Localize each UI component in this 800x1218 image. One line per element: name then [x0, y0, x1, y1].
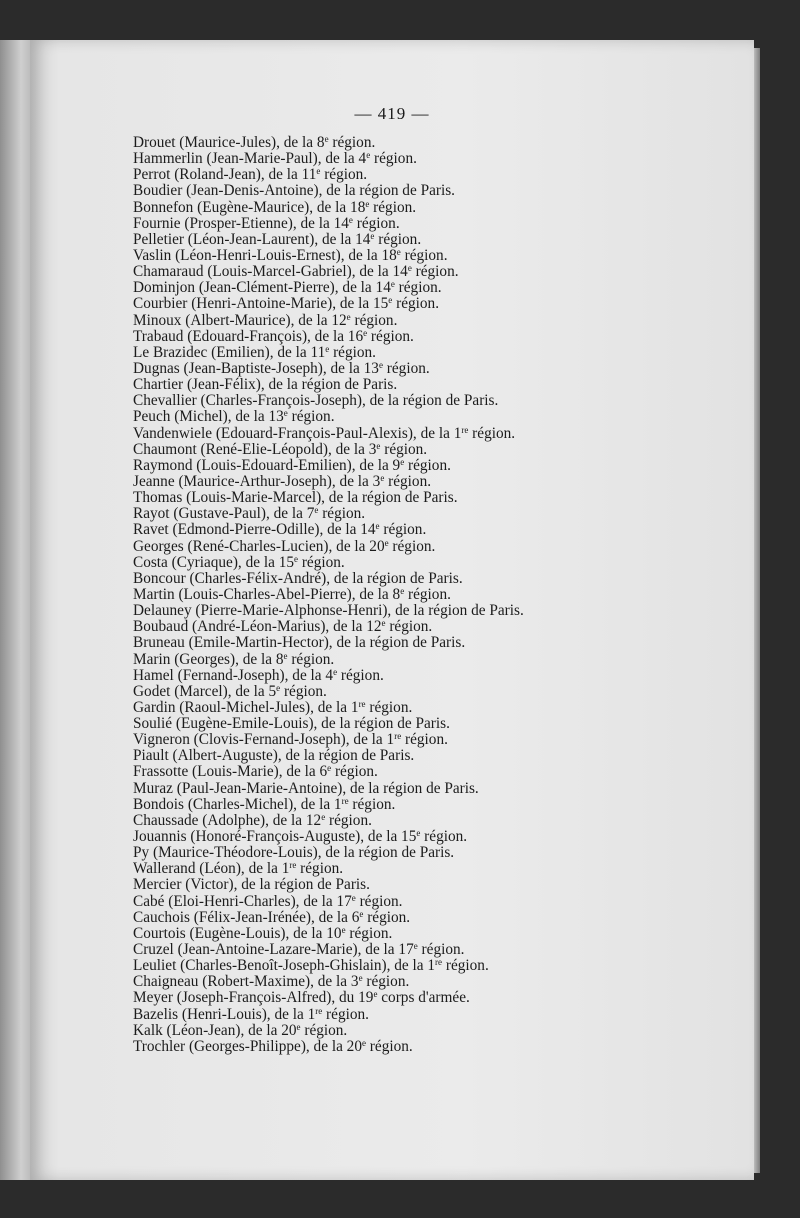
entry-tail: région.: [417, 941, 465, 959]
entry-tail: région.: [369, 198, 417, 216]
list-item: [133, 200, 733, 216]
entry-text: Drouet (Maurice-Jules), de la 8: [133, 134, 325, 151]
entry-text: Leuliet (Charles-Benoît-Joseph-Ghislain), de la 1: [133, 957, 436, 975]
book-page: [30, 40, 754, 1180]
ordinal-suffix: e: [380, 472, 385, 483]
entry-text: Rayot (Gustave-Paul), de la 7: [133, 505, 315, 523]
entry-tail: région.: [380, 440, 428, 458]
list-item: [133, 409, 733, 425]
list-item: [133, 748, 733, 764]
entry-text: Ravet (Edmond-Pierre-Odille), de la 14: [133, 521, 376, 539]
entry-tail: région.: [348, 795, 396, 813]
list-item: [133, 361, 733, 377]
list-item: [133, 716, 733, 732]
entry-text: Trabaud (Edouard-François), de la 16: [133, 327, 364, 345]
ordinal-suffix: e: [388, 295, 393, 306]
entry-tail: région.: [287, 650, 335, 668]
list-item: [133, 571, 733, 587]
entry-text: Dugnas (Jean-Baptiste-Joseph), de la 13: [133, 359, 379, 377]
ordinal-suffix: e: [283, 408, 288, 419]
list-item: [133, 764, 733, 780]
list-item: [133, 393, 733, 409]
entry-tail: région.: [352, 214, 400, 232]
entry-tail: région.: [322, 1005, 369, 1023]
list-item: [133, 458, 733, 474]
ordinal-suffix: e: [351, 892, 356, 903]
ordinal-suffix: e: [325, 343, 330, 354]
entry-tail: région.: [411, 263, 459, 281]
entry-text: Boncour (Charles-Félix-André), de la région de Paris.: [133, 569, 463, 587]
entry-text: Chevallier (Charles-François-Joseph), de la région de Paris.: [133, 392, 499, 410]
list-item: [133, 280, 733, 296]
list-item: [133, 603, 733, 619]
entry-tail: région.: [345, 924, 393, 942]
list-item: [133, 619, 733, 635]
entry-tail: région.: [401, 731, 448, 749]
entry-text: Py (Maurice-Théodore-Louis), de la région de Paris.: [133, 844, 455, 862]
entry-text: Trochler (Georges-Philippe), de la 20: [133, 1037, 362, 1055]
ordinal-suffix: e: [316, 166, 321, 177]
list-item: [133, 183, 733, 199]
entry-tail: région.: [442, 957, 489, 975]
name-list: [133, 135, 733, 1055]
entry-text: Meyer (Joseph-François-Alfred), du 19: [133, 989, 374, 1007]
entry-tail: région.: [374, 230, 422, 248]
entry-tail: région.: [385, 618, 433, 636]
entry-text: Bonnefon (Eugène-Maurice), de la 18: [133, 198, 366, 216]
entry-tail: région.: [363, 908, 411, 926]
entry-tail: région.: [325, 811, 372, 829]
list-item: [133, 894, 733, 910]
previous-page-edge: [0, 40, 30, 1180]
entry-text: Hammerlin (Jean-Marie-Paul), de la 4: [133, 150, 367, 168]
entry-text: Chaigneau (Robert-Maxime), de la 3: [133, 973, 359, 991]
ordinal-suffix: e: [365, 198, 370, 209]
ordinal-suffix: e: [324, 134, 329, 144]
ordinal-suffix: e: [346, 311, 351, 322]
entry-tail: région.: [468, 424, 516, 442]
entry-text: Courtois (Eugène-Louis), de la 10: [133, 924, 342, 942]
ordinal-suffix: re: [394, 731, 402, 742]
list-item: [133, 958, 733, 974]
list-item: [133, 426, 733, 442]
list-item: [133, 329, 733, 345]
entry-tail: région.: [388, 537, 436, 555]
list-item: [133, 861, 733, 877]
entry-tail: région.: [329, 343, 376, 361]
entry-tail: région.: [287, 408, 335, 426]
entry-text: Cabé (Eloi-Henri-Charles), de la 17: [133, 892, 352, 910]
entry-text: Mercier (Victor), de la région de Paris.: [133, 876, 370, 894]
entry-tail: région.: [318, 505, 366, 523]
ordinal-suffix: e: [378, 359, 383, 370]
entry-tail: région.: [379, 521, 427, 539]
entry-text: Pelletier (Léon-Jean-Laurent), de la 14: [133, 230, 371, 248]
list-item: [133, 732, 733, 748]
ordinal-suffix: e: [384, 537, 389, 548]
ordinal-suffix: e: [416, 828, 421, 839]
entry-tail: région.: [400, 246, 448, 264]
entry-text: Bazelis (Henri-Louis), de la 1: [133, 1005, 316, 1023]
ordinal-suffix: e: [314, 505, 319, 516]
entry-text: Godet (Marcel), de la 5: [133, 682, 277, 700]
list-item: [133, 442, 733, 458]
entry-text: Delauney (Pierre-Marie-Alphonse-Henri), de la région de Paris.: [133, 602, 524, 620]
list-item: [133, 135, 733, 151]
entry-text: Peuch (Michel), de la 13: [133, 408, 284, 426]
entry-text: Costa (Cyriaque), de la 15: [133, 553, 294, 571]
list-item: [133, 313, 733, 329]
list-item: [133, 345, 733, 361]
list-item: [133, 216, 733, 232]
ordinal-suffix: e: [400, 585, 405, 596]
list-item: [133, 539, 733, 555]
entry-text: Le Brazidec (Emilien), de la 11: [133, 343, 326, 361]
entry-tail: région.: [420, 828, 468, 846]
entry-text: Kalk (Léon-Jean), de la 20: [133, 1021, 297, 1039]
list-item: [133, 377, 733, 393]
list-item: [133, 813, 733, 829]
entry-text: Cruzel (Jean-Antoine-Lazare-Marie), de la 17: [133, 941, 414, 959]
list-item: [133, 522, 733, 538]
ordinal-suffix: re: [461, 424, 469, 435]
ordinal-suffix: e: [381, 618, 386, 629]
list-item: [133, 555, 733, 571]
list-item: [133, 1023, 733, 1039]
entry-tail: région.: [404, 585, 451, 603]
ordinal-suffix: e: [400, 456, 405, 467]
entry-text: Piault (Albert-Auguste), de la région de Paris.: [133, 747, 415, 765]
entry-text: Gardin (Raoul-Michel-Jules), de la 1: [133, 698, 359, 716]
entry-text: Bruneau (Emile-Martin-Hector), de la région de Paris.: [133, 634, 466, 652]
ordinal-suffix: re: [289, 860, 297, 871]
entry-tail: région.: [298, 553, 345, 571]
ordinal-suffix: e: [396, 246, 401, 257]
ordinal-suffix: re: [341, 795, 349, 806]
list-item: [133, 232, 733, 248]
ordinal-suffix: re: [435, 957, 443, 968]
list-item: [133, 990, 733, 1006]
list-item: [133, 635, 733, 651]
list-item: [133, 700, 733, 716]
list-item: [133, 248, 733, 264]
ordinal-suffix: e: [321, 811, 326, 822]
entry-tail: région.: [382, 359, 430, 377]
list-item: [133, 926, 733, 942]
entry-text: Raymond (Louis-Edouard-Emilien), de la 9: [133, 456, 401, 474]
list-item: [133, 781, 733, 797]
entry-text: Boubaud (André-Léon-Marius), de la 12: [133, 618, 382, 636]
entry-tail: région.: [394, 279, 442, 297]
entry-text: Jeanne (Maurice-Arthur-Joseph), de la 3: [133, 472, 381, 490]
list-item: [133, 668, 733, 684]
list-item: [133, 587, 733, 603]
list-item: [133, 845, 733, 861]
ordinal-suffix: e: [294, 553, 298, 564]
ordinal-suffix: e: [276, 682, 281, 693]
entry-text: Wallerand (Léon), de la 1: [133, 860, 290, 878]
ordinal-suffix: e: [413, 941, 418, 952]
list-item: [133, 1007, 733, 1023]
list-item: [133, 151, 733, 167]
list-item: [133, 296, 733, 312]
ordinal-suffix: e: [363, 327, 368, 338]
entry-text: Vandenwiele (Edouard-François-Paul-Alexis), de la 1: [133, 424, 462, 442]
entry-text: Frassotte (Louis-Marie), de la 6: [133, 763, 328, 781]
entry-tail: région.: [370, 150, 417, 168]
list-item: [133, 506, 733, 522]
ordinal-suffix: e: [407, 263, 412, 274]
list-item: [133, 910, 733, 926]
ordinal-suffix: e: [296, 1021, 301, 1032]
entry-tail: région.: [320, 166, 368, 184]
entry-tail: région.: [350, 311, 398, 329]
entry-text: Hamel (Fernand-Joseph), de la 4: [133, 666, 334, 684]
entry-text: Fournie (Prosper-Etienne), de la 14: [133, 214, 349, 232]
entry-tail: région.: [328, 134, 376, 151]
entry-text: Marin (Georges), de la 8: [133, 650, 284, 668]
ordinal-suffix: e: [370, 230, 375, 241]
ordinal-suffix: e: [376, 440, 381, 451]
entry-text: Chartier (Jean-Félix), de la région de Paris.: [133, 376, 398, 394]
ordinal-suffix: e: [333, 666, 338, 677]
list-item: [133, 684, 733, 700]
ordinal-suffix: e: [341, 924, 346, 935]
page-stack-edge: [754, 48, 760, 1173]
entry-tail: région.: [300, 1021, 348, 1039]
entry-tail: région.: [384, 472, 432, 490]
entry-tail: région.: [365, 698, 413, 716]
entry-text: Bondois (Charles-Michel), de la 1: [133, 795, 342, 813]
ordinal-suffix: e: [373, 989, 378, 1000]
entry-text: Minoux (Albert-Maurice), de la 12: [133, 311, 347, 329]
entry-tail: région.: [296, 860, 344, 878]
list-item: [133, 797, 733, 813]
entry-text: Chaumont (René-Elie-Léopold), de la 3: [133, 440, 377, 458]
entry-text: Boudier (Jean-Denis-Antoine), de la région de Paris.: [133, 182, 455, 200]
entry-tail: région.: [331, 763, 378, 781]
ordinal-suffix: e: [283, 650, 288, 661]
list-item: [133, 264, 733, 280]
entry-text: Thomas (Louis-Marie-Marcel), de la région de Paris.: [133, 489, 458, 507]
list-item: [133, 974, 733, 990]
ordinal-suffix: e: [366, 150, 371, 161]
ordinal-suffix: e: [327, 763, 332, 774]
entry-text: Georges (René-Charles-Lucien), de la 20: [133, 537, 385, 555]
list-item: [133, 829, 733, 845]
ordinal-suffix: e: [348, 214, 353, 225]
entry-tail: région.: [392, 295, 440, 313]
entry-tail: région.: [280, 682, 327, 700]
ordinal-suffix: e: [375, 521, 380, 532]
list-item: [133, 490, 733, 506]
entry-text: Chamaraud (Louis-Marcel-Gabriel), de la 14: [133, 263, 408, 281]
entry-tail: région.: [355, 892, 403, 910]
entry-tail: région.: [365, 1037, 413, 1055]
entry-tail: corps d'armée.: [377, 989, 470, 1007]
entry-tail: région.: [367, 327, 414, 345]
entry-tail: région.: [404, 456, 451, 474]
entry-text: Soulié (Eugène-Emile-Louis), de la région de Paris.: [133, 715, 450, 733]
entry-tail: région.: [362, 973, 410, 991]
entry-tail: région.: [337, 666, 384, 684]
entry-text: Muraz (Paul-Jean-Marie-Antoine), de la région de Paris.: [133, 779, 479, 797]
entry-text: Dominjon (Jean-Clément-Pierre), de la 14: [133, 279, 391, 297]
ordinal-suffix: e: [390, 279, 395, 290]
list-item: [133, 167, 733, 183]
list-item: [133, 877, 733, 893]
entry-text: Cauchois (Félix-Jean-Irénée), de la 6: [133, 908, 360, 926]
ordinal-suffix: e: [361, 1037, 366, 1048]
entry-text: Vigneron (Clovis-Fernand-Joseph), de la 1: [133, 731, 395, 749]
ordinal-suffix: re: [315, 1005, 323, 1016]
entry-text: Courbier (Henri-Antoine-Marie), de la 15: [133, 295, 389, 313]
list-item: [133, 1039, 733, 1055]
list-item: [133, 474, 733, 490]
entry-text: Martin (Louis-Charles-Abel-Pierre), de la 8: [133, 585, 401, 603]
entry-text: Jouannis (Honoré-François-Auguste), de la 15: [133, 828, 417, 846]
list-item: [133, 652, 733, 668]
ordinal-suffix: e: [359, 908, 364, 919]
ordinal-suffix: e: [358, 973, 363, 984]
entry-text: Chaussade (Adolphe), de la 12: [133, 811, 322, 829]
entry-text: Vaslin (Léon-Henri-Louis-Ernest), de la 18: [133, 246, 397, 264]
ordinal-suffix: re: [358, 698, 366, 709]
list-item: [133, 942, 733, 958]
entry-text: Perrot (Roland-Jean), de la 11: [133, 166, 317, 184]
page-number: — 419 —: [354, 104, 430, 123]
